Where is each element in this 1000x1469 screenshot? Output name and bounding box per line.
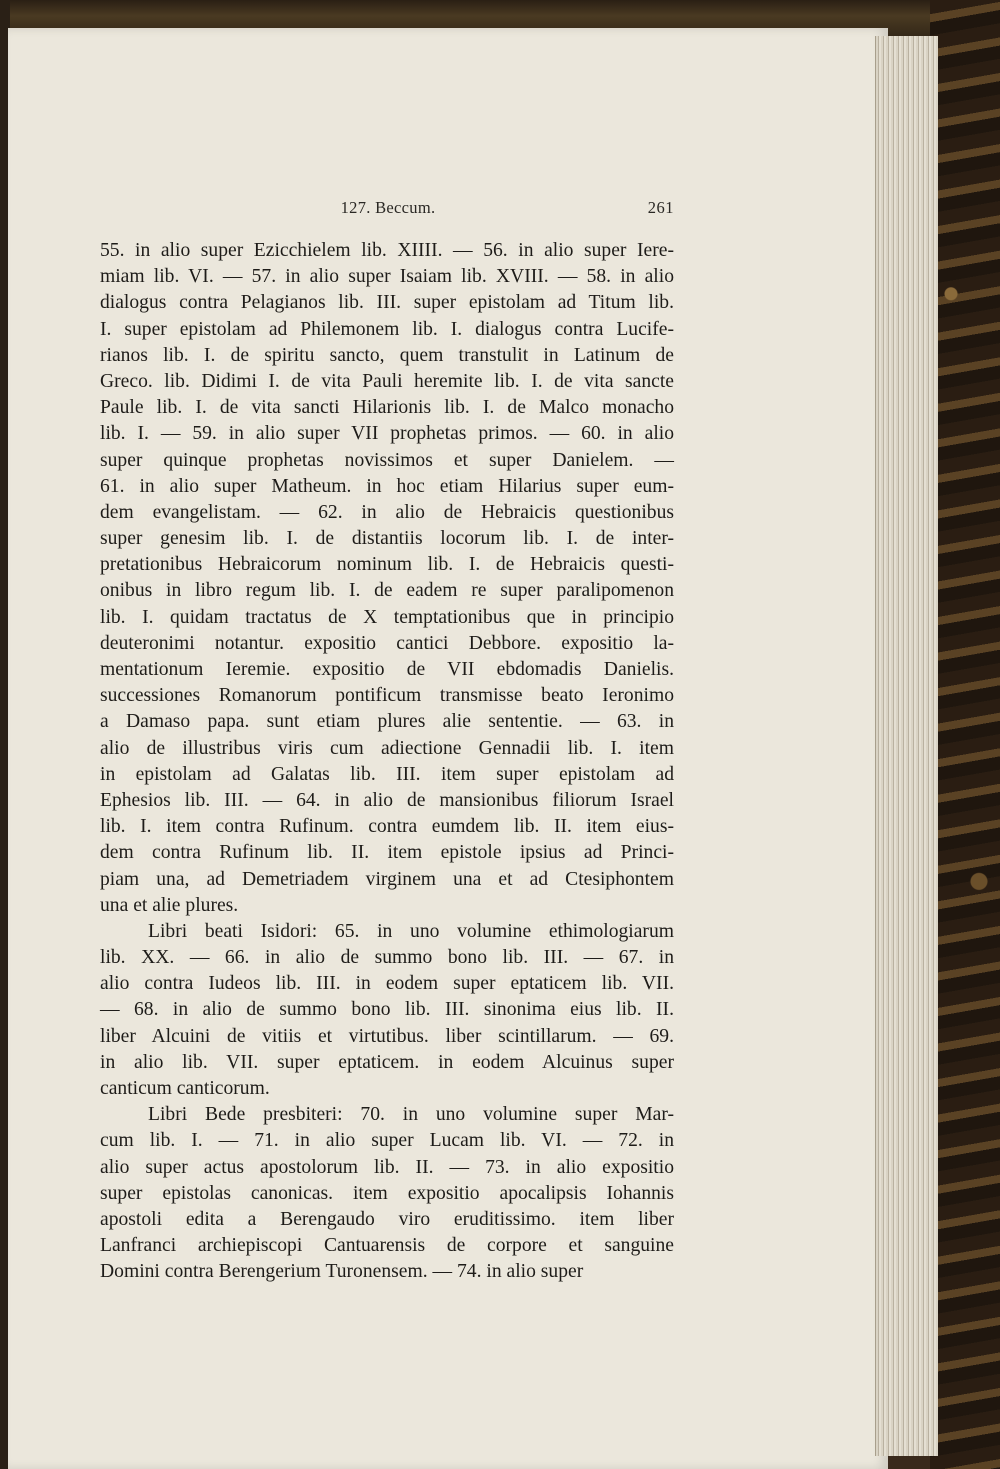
text-line: apostoli edita a Berengaudo viro eruditissimo. item liber (100, 1208, 674, 1230)
text-line: lib. I. item contra Rufinum. contra eumdem lib. II. item eius- (100, 816, 674, 838)
text-line: Lanfranci archiepiscopi Cantuarensis de corpore et sanguine (100, 1235, 674, 1257)
text-line: dialogus contra Pelagianos lib. III. super epistolam ad Titum lib. (100, 292, 674, 314)
page-number: 261 (647, 198, 674, 217)
text-line: Domini contra Berengerium Turonensem. — 74. in alio super (100, 1261, 584, 1283)
text-line: deuteronimi notantur. expositio cantici Debbore. expositio la- (100, 632, 674, 654)
running-head (100, 198, 676, 222)
text-line: in alio lib. VII. super eptaticem. in eodem Alcuinus super (100, 1051, 674, 1073)
body-text (100, 238, 674, 1286)
text-line: Paule lib. I. de vita sancti Hilarionis lib. I. de Malco monacho (100, 397, 674, 419)
text-line: successiones Romanorum pontificum transmisse beato Ieronimo (100, 685, 674, 707)
text-line: cum lib. I. — 71. in alio super Lucam lib. VI. — 72. in (100, 1130, 674, 1152)
text-line: I. super epistolam ad Philemonem lib. I. dialogus contra Lucife- (100, 318, 674, 340)
text-line: alio super actus apostolorum lib. II. — 73. in alio expositio (100, 1156, 674, 1178)
text-line: onibus in libro regum lib. I. de eadem re super paralipomenon (100, 580, 674, 602)
text-line: liber Alcuini de vitiis et virtutibus. liber scintillarum. — 69. (100, 1025, 674, 1047)
text-line: miam lib. VI. — 57. in alio super Isaiam lib. XVIII. — 58. in alio (100, 266, 674, 288)
text-line: super epistolas canonicas. item expositio apocalipsis Iohannis (100, 1182, 674, 1204)
text-line: una et alie plures. (100, 894, 239, 916)
text-line: alio contra Iudeos lib. III. in eodem super eptaticem lib. VII. (100, 973, 674, 995)
text-line: pretationibus Hebraicorum nominum lib. I. de Hebraicis questi- (100, 554, 674, 576)
text-line: Libri Bede presbiteri: 70. in uno volumine super Mar- (148, 1104, 674, 1126)
text-line: alio de illustribus viris cum adiectione Gennadii lib. I. item (100, 737, 674, 759)
text-line: 61. in alio super Matheum. in hoc etiam Hilarius super eum- (100, 475, 674, 497)
text-line: mentationum Ieremie. expositio de VII ebdomadis Danielis. (100, 659, 674, 680)
text-line: dem contra Rufinum lib. II. item epistole ipsius ad Princi- (100, 842, 674, 864)
text-line: lib. I. — 59. in alio super VII prophetas primos. — 60. in alio (100, 423, 674, 445)
text-line: 55. in alio super Ezicchielem lib. XIIII. — 56. in alio super Iere- (100, 240, 674, 261)
text-line: lib. XX. — 66. in alio de summo bono lib. III. — 67. in (100, 947, 674, 969)
text-line: — 68. in alio de summo bono lib. III. sinonima eius lib. II. (100, 999, 674, 1021)
text-line: super genesim lib. I. de distantiis locorum lib. I. de inter- (100, 528, 674, 550)
text-line: dem evangelistam. — 62. in alio de Hebraicis questionibus (100, 501, 674, 523)
running-title: 127. Beccum. (340, 198, 436, 217)
text-line: Greco. lib. Didimi I. de vita Pauli heremite lib. I. de vita sancte (100, 370, 674, 392)
text-line: canticum canticorum. (100, 1078, 270, 1099)
text-line: lib. I. quidam tractatus de X temptationibus que in principio (100, 606, 674, 628)
text-line: rianos lib. I. de spiritu sancto, quem transtulit in Latinum de (100, 344, 674, 366)
marbled-cover-edge (930, 0, 1000, 1469)
text-line: a Damaso papa. sunt etiam plures alie sententie. — 63. in (100, 711, 674, 733)
text-line: Ephesios lib. III. — 64. in alio de mansionibus filiorum Israel (100, 789, 674, 811)
page-edges (875, 36, 938, 1456)
text-line: piam una, ad Demetriadem virginem una et ad Ctesiphontem (100, 868, 674, 890)
text-line: Libri beati Isidori: 65. in uno volumine ethimologiarum (148, 920, 674, 942)
text-line: super quinque prophetas novissimos et super Danielem. — (100, 449, 674, 471)
text-line: in epistolam ad Galatas lib. III. item super epistolam ad (100, 763, 674, 785)
